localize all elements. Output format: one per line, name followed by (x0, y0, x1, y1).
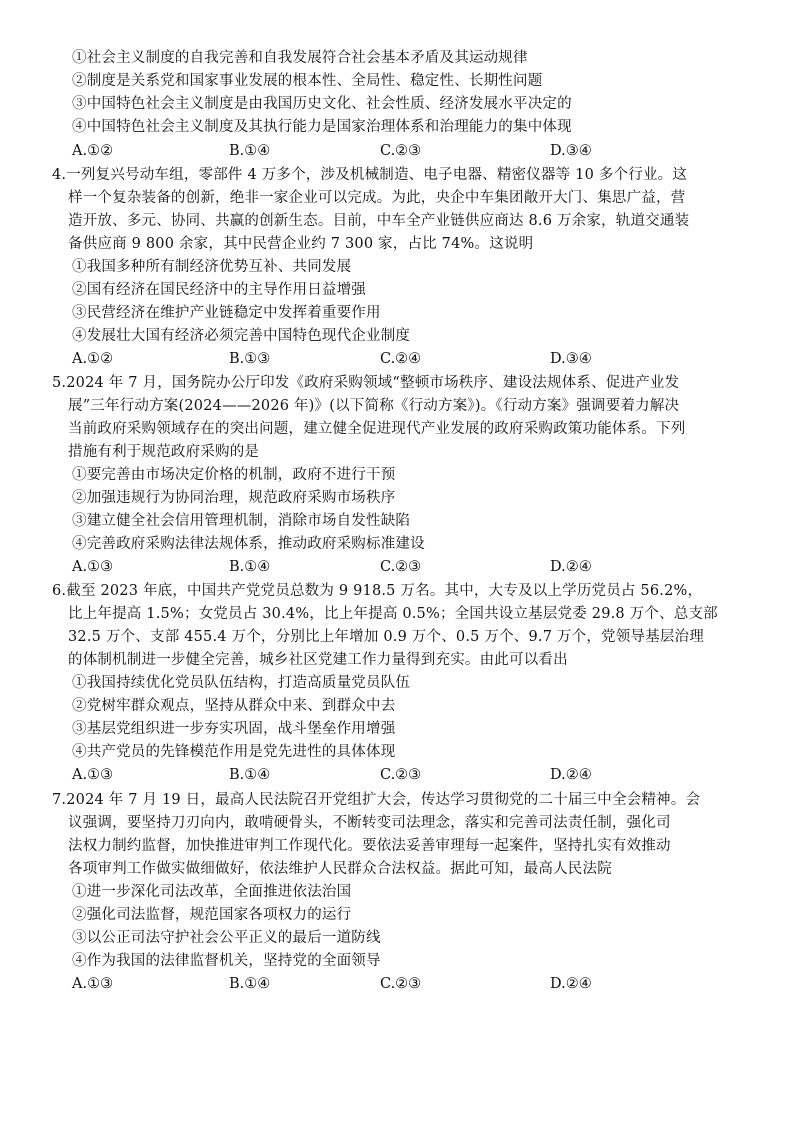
q5-stem-line-1: 5.2024 年 7 月，国务院办公厅印发《政府采购领域“整顿市场秩序、建设法规体系、促进产业发 (52, 375, 680, 391)
q7-statement-1: ①进一步深化司法改革，全面推进依法治国 (72, 884, 352, 900)
q5-statement-3: ③建立健全社会信用管理机制，消除市场自发性缺陷 (72, 513, 411, 529)
q3-statement-1: ①社会主义制度的自我完善和自我发展符合社会基本矛盾及其运动规律 (72, 50, 528, 66)
q6-stem-line-1: 6.截至 2023 年底，中国共产党党员总数为 9 918.5 万名。其中，大专及以上学历党员占 56.2%， (52, 583, 703, 599)
q7-stem-line-1: 7.2024 年 7 月 19 日，最高人民法院召开党组扩大会，传达学习贯彻党的二十届三中全会精神。会 (52, 792, 701, 808)
q5-option-c: C.②③ (380, 559, 422, 575)
q5-stem-line-3: 当前政府采购领域存在的突出问题，建立健全促进现代产业发展的政府采购政策功能体系。下列 (68, 421, 686, 437)
q4-option-b: B.①③ (229, 351, 271, 367)
q6-statement-2: ②党树牢群众观点，坚持从群众中来、到群众中去 (72, 698, 396, 714)
q3-option-a: A.①② (72, 143, 114, 159)
q6-option-d: D.②④ (550, 767, 592, 783)
q6-option-c: C.②③ (380, 767, 422, 783)
q7-option-d: D.②④ (550, 976, 592, 992)
q7-stem-line-2: 议强调，要坚持刀刃向内，敢啃硬骨头，不断转变司法理念，落实和完善司法责任制，强化司 (68, 815, 671, 831)
q5-stem-line-4: 措施有利于规范政府采购的是 (68, 444, 260, 460)
q6-option-b: B.①④ (229, 767, 271, 783)
q4-statement-3: ③民营经济在维护产业链稳定中发挥着重要作用 (72, 305, 381, 321)
q7-option-a: A.①③ (72, 976, 114, 992)
q3-option-c: C.②③ (380, 143, 422, 159)
q7-statement-4: ④作为我国的法律监督机关，坚持党的全面领导 (72, 953, 381, 969)
q3-statement-3: ③中国特色社会主义制度是由我国历史文化、社会性质、经济发展水平决定的 (72, 96, 572, 112)
q5-statement-2: ②加强违规行为协同治理，规范政府采购市场秩序 (72, 490, 396, 506)
q6-statement-3: ③基层党组织进一步夯实巩固，战斗堡垒作用增强 (72, 721, 396, 737)
q6-option-a: A.①③ (72, 767, 114, 783)
q6-stem-line-4: 的体制机制进一步健全完善，城乡社区党建工作力量得到充实。由此可以看出 (68, 652, 568, 668)
q4-stem-line-4: 备供应商 9 800 余家，其中民营企业约 7 300 家，占比 74%。这说明 (68, 236, 534, 252)
q4-option-d: D.③④ (550, 351, 592, 367)
q4-stem-line-3: 造开放、多元、协同、共赢的创新生态。目前，中车全产业链供应商达 8.6 万余家，轨道交通装 (68, 213, 690, 229)
q6-stem-line-2: 比上年提高 1.5%；女党员占 30.4%，比上年提高 0.5%；全国共设立基层党委 29.8 万个、总支部 (68, 606, 718, 622)
q5-option-d: D.②④ (550, 559, 592, 575)
q5-option-b: B.①④ (229, 559, 271, 575)
q7-option-b: B.①④ (229, 976, 271, 992)
q5-stem-line-2: 展”三年行动方案(2024——2026 年)》(以下简称《行动方案》)。《行动方案》强调要着力解决 (68, 398, 680, 414)
q4-stem-line-1: 4.一列复兴号动车组，零部件 4 万多个，涉及机械制造、电子电器、精密仪器等 10 多个行业。这 (52, 167, 688, 183)
q4-statement-2: ②国有经济在国民经济中的主导作用日益增强 (72, 282, 366, 298)
q4-statement-1: ①我国多种所有制经济优势互补、共同发展 (72, 259, 352, 275)
q4-option-c: C.②④ (380, 351, 422, 367)
q3-statement-4: ④中国特色社会主义制度及其执行能力是国家治理体系和治理能力的集中体现 (72, 119, 572, 135)
q7-statement-3: ③以公正司法守护社会公平正义的最后一道防线 (72, 930, 381, 946)
q7-stem-line-4: 各项审判工作做实做细做好，依法维护人民群众合法权益。据此可知，最高人民法院 (68, 861, 612, 877)
q6-statement-4: ④共产党员的先锋模范作用是党先进性的具体体现 (72, 744, 396, 760)
q5-statement-1: ①要完善由市场决定价格的机制，政府不进行干预 (72, 467, 396, 483)
q4-stem-line-2: 样一个复杂装备的创新，绝非一家企业可以完成。为此，央企中车集团敞开大门、集思广益，营 (68, 190, 686, 206)
q4-statement-4: ④发展壮大国有经济必须完善中国特色现代企业制度 (72, 328, 411, 344)
q7-statement-2: ②强化司法监督，规范国家各项权力的运行 (72, 907, 352, 923)
q3-option-b: B.①④ (229, 143, 271, 159)
q6-statement-1: ①我国持续优化党员队伍结构，打造高质量党员队伍 (72, 675, 411, 691)
q6-stem-line-3: 32.5 万个、支部 455.4 万个，分别比上年增加 0.9 万个、0.5 万个、9.7 万个，党领导基层治理 (68, 629, 704, 645)
q5-option-a: A.①③ (72, 559, 114, 575)
q4-option-a: A.①② (72, 351, 114, 367)
q7-stem-line-3: 法权力制约监督，加快推进审判工作现代化。要依法妥善审理每一起案件，坚持扎实有效推动 (68, 838, 671, 854)
q3-option-d: D.③④ (550, 143, 592, 159)
q5-statement-4: ④完善政府采购法律法规体系，推动政府采购标准建设 (72, 536, 425, 552)
q3-statement-2: ②制度是关系党和国家事业发展的根本性、全局性、稳定性、长期性问题 (72, 73, 543, 89)
q7-option-c: C.②③ (380, 976, 422, 992)
